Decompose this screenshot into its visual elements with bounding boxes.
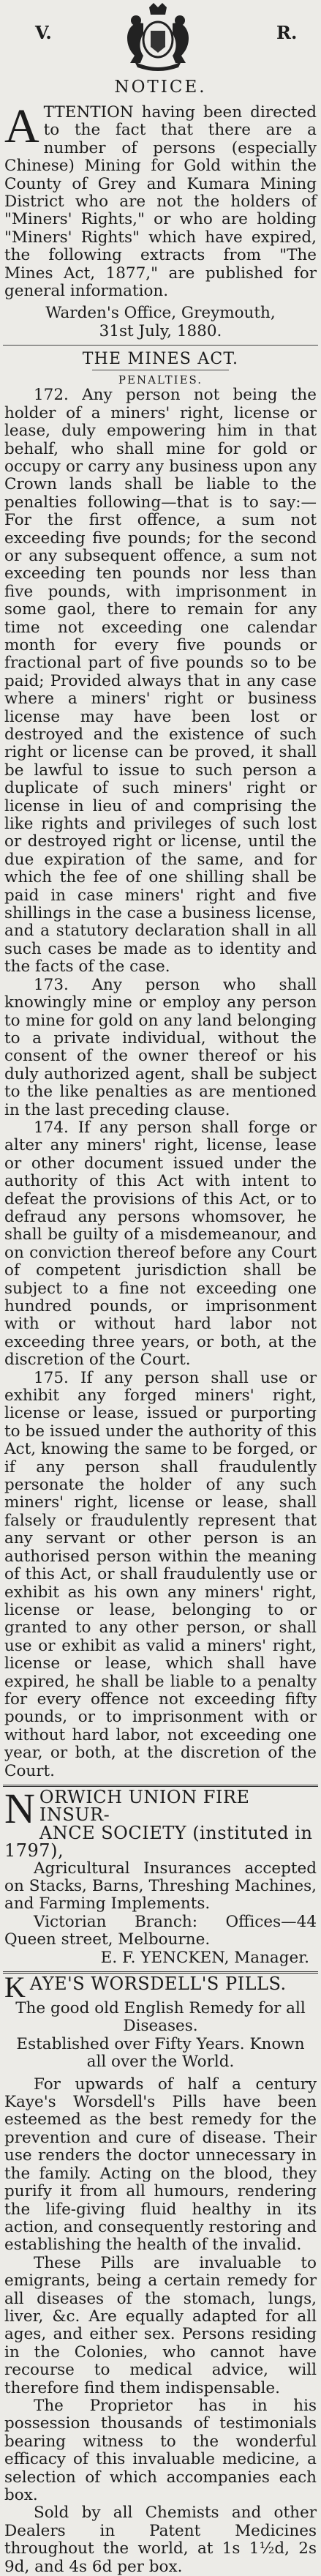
mines-act-section	[0, 350, 321, 1780]
norwich-drop-cap: N	[4, 1784, 35, 1832]
kaye-title-text: AYE'S WORSDELL'S PILLS.	[29, 1974, 287, 1995]
kaye-drop-cap: K	[4, 1971, 26, 2004]
notice-drop-cap: A	[4, 100, 39, 153]
mines-act-heading: THE MINES ACT.	[82, 350, 239, 369]
notice-body	[4, 100, 317, 301]
norwich-title-line-2: ANCE SOCIETY (instituted in 1797),	[4, 1822, 313, 1862]
section-174: 174. If any person shall forge or alter any miners' right, license, lease or other document issued under the authority of this Act with intent to defeat the provisions of this Act, or to defraud any persons whomsover, he shall be guilty of a misdemeanour, and on conviction thereof before any Court of competent jurisdiction shall be subject to a fine not exceeding one hundred pounds, or imprisonment with or without hard labor not exceeding three years, or both, at the discretion of the Court.	[4, 1118, 317, 1370]
norwich-signature: E. F. YENCKEN, Manager.	[100, 1948, 309, 1967]
kaye-paragraph-2: These Pills are invaluable to emigrants, being a certain remedy for all diseases of the stomach, lungs, liver, &c. Are equally adapted for all ages, and either sex. Persons residing in the Colonies, who cannot have recourse to medical advice, will therefore find them indispensable.	[4, 2253, 317, 2397]
section-divider	[3, 345, 318, 346]
kaye-tagline: The good old English Remedy for all Diseases.	[15, 1999, 306, 2036]
crest-right-letter: R.	[276, 22, 298, 43]
notice-heading: NOTICE.	[114, 78, 207, 97]
section-172: 172. Any person not being the holder of a miners' right, license or lease, duly empowering him in that behalf, who shall mine for gold or occupy or carry any business upon any Crown lands shall be liable to the penalties following—that is to say:—For the first offence, a sum not exceeding five pounds; for the second or any subsequent offence, a sum not exceeding ten pounds nor less than five pounds, with imprisonment in some gaol, there to remain for any time not exceeding one calendar month for every five pounds or fractional part of five pounds so to be paid; Provided always that in any case where a miners' right or business license may have been lost or destroyed and the existence of such right or license can be proved, it shall be lawful to issue to such person a duplicate of such miners' right or license in lieu of and comprising the like rights and privileges of such lost or destroyed right or license, until the due expiration of the same, and for which the fee of one shilling shall be paid in case miners' right and five shillings in the case a business license, and a statutory declaration shall in all such cases be made as to identity and the facts of the case.	[4, 386, 317, 977]
section-173: 173. Any person who shall knowingly mine or employ any person to mine for gold on any land belonging to a private individual, without the consent of the owner thereof or his duly authorized agent, shall be subject to the like penalties as are mentioned in the last preceding clause.	[4, 975, 317, 1119]
kaye-paragraph-4: Sold by all Chemists and other Dealers in Patent Medicines throughout the world, at 1s 1½d, 2s 9d, and 4s 6d per box.	[4, 2504, 317, 2576]
norwich-title-line-1: ORWICH UNION FIRE INSUR-	[39, 1786, 250, 1826]
kaye-paragraph-1: For upwards of half a century Kaye's Worsdell's Pills have been esteemed as the best remedy for the prevention and cure of disease. Their use renders the doctor unnecessary in the family. Acting on the blood, they purify it from all humours, rendering the life-giving fluid healthy in its action, and consequently restoring and establishing the health of the invalid.	[4, 2075, 317, 2255]
kaye-established: Established over Fifty Years. Known all over the World.	[16, 2034, 305, 2072]
penalties-subheading: PENALTIES.	[118, 373, 203, 387]
section-175: 175. If any person shall use or exhibit any forged miners' right, license or lease, issued or purporting to be issued under the authority of this Act, knowing the same to be forged, or if any person shall fraudulently personate the holder of any such miners' right, license or lease, shall falsely or fraudulently represent that any servant or other person is an authorised person within the meaning of this Act, or shall fraudulently use or exhibit as his own any miners' right, license or lease, belonging to or granted to any other person, or shall use or exhibit as valid a miners' right, license or lease, which shall have expired, he shall be liable to a penalty for every offence not exceeding fifty pounds, or to imprisonment with or without hard labor, not exceeding one year, or both, at the discretion of the Court.	[4, 1368, 317, 1780]
norwich-branch: Victorian Branch: Offices—44 Queen street, Melbourne.	[4, 1912, 317, 1949]
kayes-pills-advertisement	[0, 1971, 321, 2576]
norwich-union-advertisement	[0, 1784, 321, 1971]
royal-coat-of-arms-icon	[114, 1, 202, 72]
notice-office: Warden's Office, Greymouth,	[45, 304, 276, 323]
notice-advertisement	[0, 0, 321, 340]
kaye-title	[4, 1971, 317, 2004]
norwich-body: Agricultural Insurances accepted on Stacks, Barns, Threshing Machines, and Farming Implements.	[4, 1859, 317, 1914]
notice-date: 31st July, 1880.	[99, 321, 222, 340]
kaye-paragraph-3: The Proprietor has in his possession thousands of testimonials bearing witness to the wonderful efficacy of this invaluable medicine, a selection of which accompanies each box.	[4, 2396, 317, 2504]
norwich-title	[4, 1784, 317, 1862]
crest-header	[4, 0, 317, 73]
crest-left-letter: V.	[35, 22, 52, 43]
notice-body-text: TTENTION having been directed to the fact that there are a number of persons (especially Chinese) Mining for Gold within the County of Grey and Kumara Mining District who are not the holders of "Miners' Rights," or who are holding "Miners' Rights" which have expired, the following extracts from "The Mines Act, 1877," are published for general information.	[4, 103, 317, 301]
